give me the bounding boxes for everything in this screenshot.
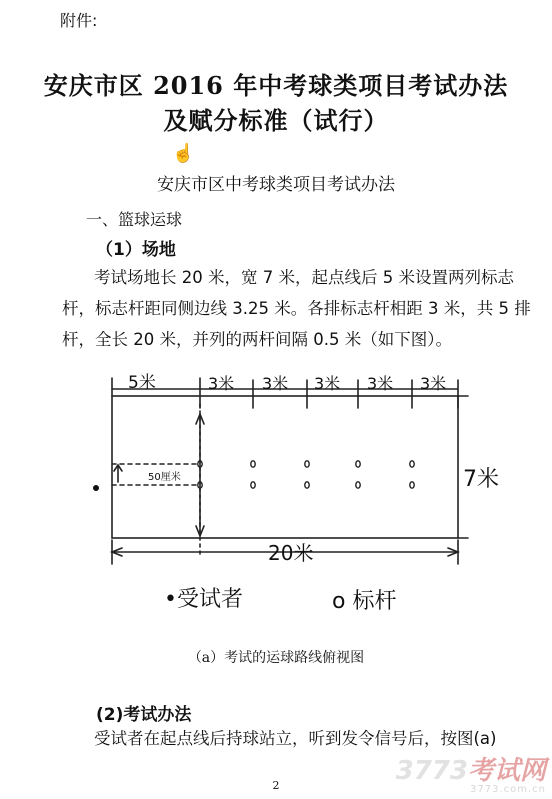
watermark-brand-red: 考试网 [467,756,546,786]
label-5m: 5米 [128,373,156,393]
legend-test-taker: •受试者 [164,587,243,612]
method-paragraph: 受试者在起点线后持球站立，听到发令信号后，按图(a) [94,729,497,748]
test-taker-marker [93,485,99,491]
hand-cursor-icon: ☝ [172,143,195,164]
document-subtitle: 安庆市区中考球类项目考试办法 [157,175,395,195]
label-3m-2: 3米 [262,374,289,393]
poles [198,461,414,488]
site-paragraph: 考试场地长 20 米，宽 7 米，起点线后 5 米设置两列标志杆，标志杆距同侧边线 3.25 米。各排标志杆相距 3 米，共 5 排杆，全长 20 米，并列的两杆间隔 0.5 米（如下图）。 [62,268,531,349]
label-3m-5: 3米 [420,374,447,393]
label-20m: 20米 [268,541,314,565]
section-method-heading: (2)考试办法 [96,705,192,725]
document-title-line-2: 及赋分标准（试行） [163,106,389,135]
section-basketball-heading: 一、篮球运球 [86,210,183,229]
page-number: 2 [272,779,280,792]
diagram-caption: （a）考试的运球路线俯视图 [187,650,365,666]
watermark-url: 3773.com.cn [470,784,546,795]
label-3m-4: 3米 [367,374,394,393]
attachment-label: 附件: [60,11,98,30]
label-3m-1: 3米 [208,374,235,393]
field-outline [112,396,458,538]
section-site-heading: （1）场地 [96,240,176,260]
document-title-line-1: 安庆市区 2016 年中考球类项目考试办法 [43,71,509,100]
label-7m: 7米 [463,467,499,492]
site-watermark [396,758,546,795]
label-3m-3: 3米 [314,374,341,393]
label-50cm: 50厘米 [148,472,181,483]
dribbling-route-diagram [86,368,516,623]
legend-pole: o 标杆 [332,589,397,614]
watermark-brand-gray: 3773 [395,756,468,786]
